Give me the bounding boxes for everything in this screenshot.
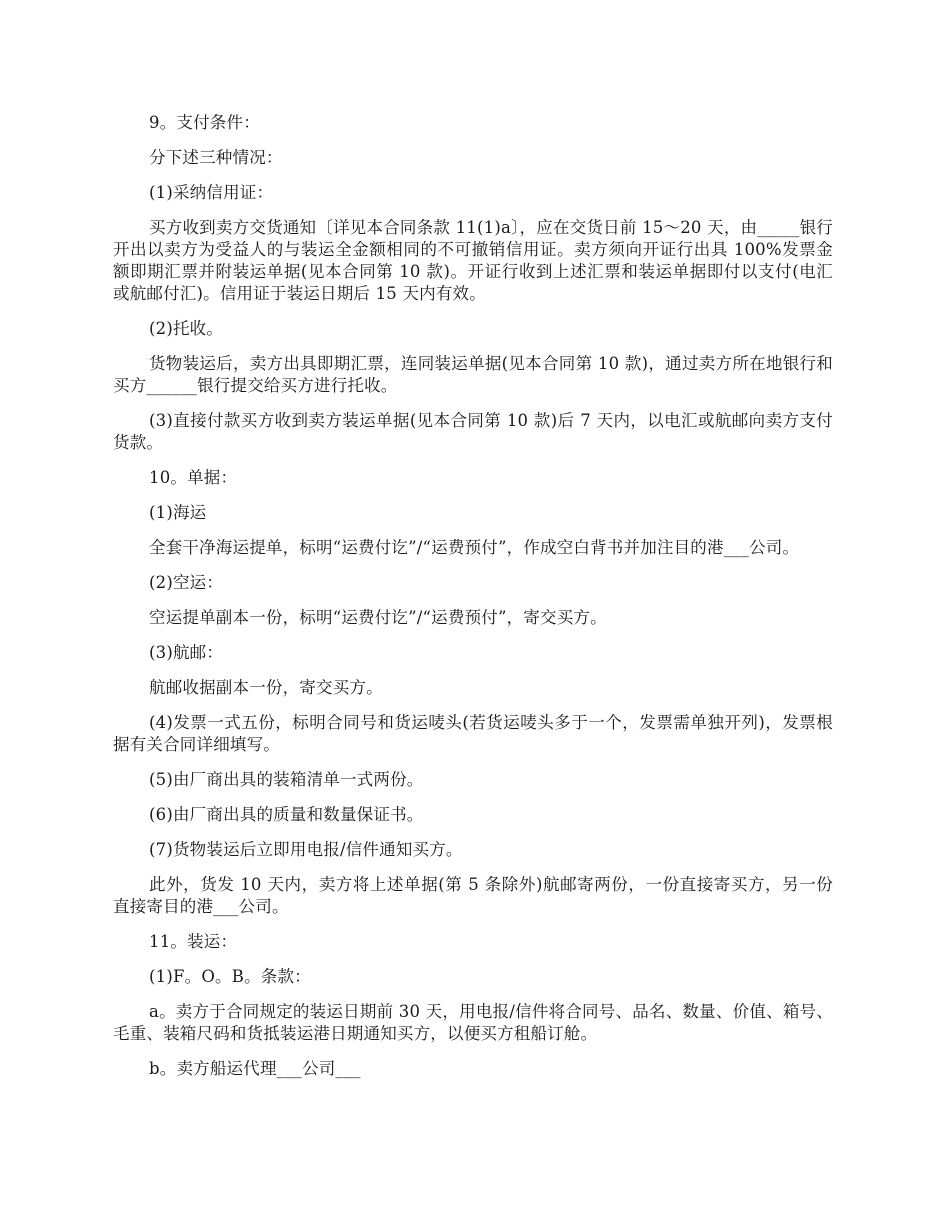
shipment-fob-a-text: a。卖方于合同规定的装运日期前 30 天，用电报/信件将合同号、品名、数量、价值、箱号、毛重、装箱尺码和货抵装运港日期通知买方，以便买方租船订舱。 xyxy=(113,1002,833,1043)
payment-option-2-text: 货物装运后，卖方出具即期汇票，连同装运单据(见本合同第 10 款)，通过卖方所在地银行和买方______银行提交给买方进行托收。 xyxy=(113,354,833,395)
section-9-heading: 9。支付条件： xyxy=(149,113,260,132)
documents-dispatch-text: 此外，货发 10 天内，卖方将上述单据(第 5 条除外)航邮寄两份，一份直接寄买方，另一份直接寄目的港___公司。 xyxy=(113,875,833,916)
section-10-heading: 10。单据： xyxy=(149,468,238,487)
documents-air-heading: (2)空运： xyxy=(149,573,224,592)
documents-mail-heading: (3)航邮： xyxy=(149,643,224,662)
payment-option-1-heading: (1)采纳信用证： xyxy=(149,183,274,202)
document-page xyxy=(113,112,833,1080)
documents-air-text: 空运提单副本一份，标明“运费付讫”/“运费预付”，寄交买方。 xyxy=(149,608,607,627)
payment-intro: 分下述三种情况： xyxy=(149,148,283,167)
documents-invoice-text: (4)发票一式五份，标明合同号和货运唛头(若货运唛头多于一个，发票需单独开列)，发票根据有关合同详细填写。 xyxy=(113,713,833,754)
documents-sea-text: 全套干净海运提单，标明“运费付讫”/“运费预付”，作成空白背书并加注目的港___公司。 xyxy=(149,538,800,557)
documents-notice-text: (7)货物装运后立即用电报/信件通知买方。 xyxy=(149,840,463,859)
payment-option-2-heading: (2)托收。 xyxy=(149,319,224,338)
section-11-heading: 11。装运： xyxy=(149,932,238,951)
documents-sea-heading: (1)海运 xyxy=(149,503,207,522)
payment-option-3-text: (3)直接付款买方收到卖方装运单据(见本合同第 10 款)后 7 天内，以电汇或航邮向卖方支付货款。 xyxy=(113,411,833,452)
documents-warranty-text: (6)由厂商出具的质量和数量保证书。 xyxy=(149,805,424,824)
documents-packing-list-text: (5)由厂商出具的装箱清单一式两份。 xyxy=(149,770,424,789)
shipment-fob-heading: (1)F。O。B。条款： xyxy=(149,967,311,986)
shipment-fob-b-text: b。卖方船运代理___公司___ xyxy=(149,1059,361,1078)
documents-mail-text: 航邮收据副本一份，寄交买方。 xyxy=(149,678,383,697)
payment-option-1-text: 买方收到卖方交货通知〔详见本合同条款 11(1)a〕，应在交货日前 15～20 天，由_____银行开出以卖方为受益人的与装运全金额相同的不可撤销信用证。卖方须向开证行出具 100%发票金额即期汇票并附装运单据(见本合同第 10 款)。开证行收到上述汇票和装运单据即付以支付(电汇或航邮付汇)。信用证于装运日期后 15 天内有效。 xyxy=(113,218,833,303)
